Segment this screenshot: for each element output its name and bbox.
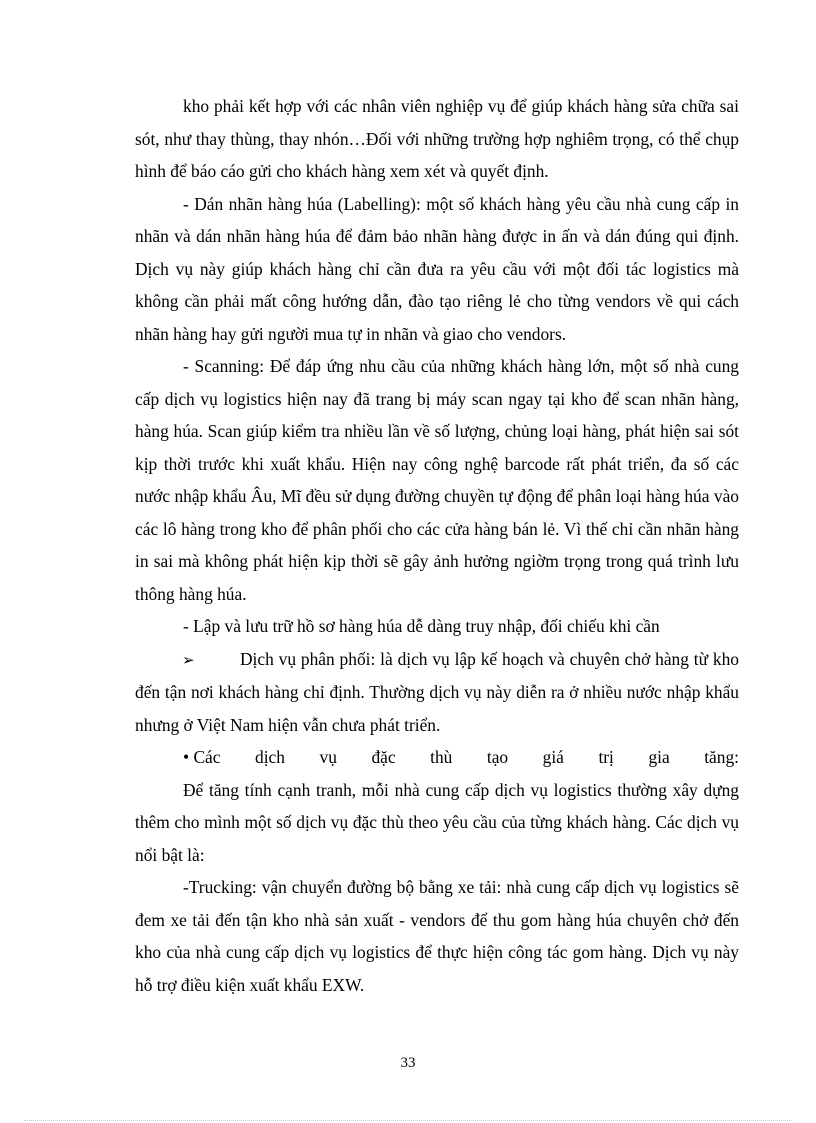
dot-bullet-with-word <box>183 741 221 774</box>
heading-word: đặc <box>371 747 396 767</box>
body-text <box>135 90 739 1001</box>
heading-word: giá <box>542 747 564 767</box>
heading-word: dịch <box>255 747 285 767</box>
heading-word: gia <box>648 747 670 767</box>
paragraph-scanning: - Scanning: Để đáp ứng nhu cầu của những khách hàng lớn, một số nhà cung cấp dịch vụ logistics hiện nay đã trang bị máy scan ngay tại kho để scan nhãn hàng, hàng húa. Scan giúp kiểm tra nhiều lần về số lượng, chủng loại hàng, phát hiện sai sót kịp thời trước khi xuất khẩu. Hiện nay công nghệ barcode rất phát triển, đa số các nước nhập khẩu Âu, Mĩ đều sử dụng đường chuyền tự động để phân loại hàng húa vào các lô hàng trong kho để phân phối cho các cửa hàng bán lẻ. Vì thế chỉ cần nhãn hàng in sai mà không phát hiện kịp thời sẽ gây ảnh hưởng ngiờm trọng trong quá trình lưu thông hàng húa. <box>135 356 739 604</box>
page-bottom-divider <box>24 1120 792 1121</box>
heading-word: tăng: <box>704 747 739 767</box>
paragraph-warehouse-repair: kho phải kết hợp với các nhân viên nghiệp vụ để giúp khách hàng sửa chữa sai sót, như thay thùng, thay nhón…Đối với những trường hợp nghiêm trọng, có thể chụp hình để báo cáo gửi cho khách hàng xem xét và quyết định. <box>135 96 739 181</box>
arrow-item-text: Dịch vụ phân phối: là dịch vụ lập kế hoạch và chuyên chở hàng từ kho đến tận nơi khách hàng chỉ định. Thường dịch vụ này diễn ra ở nhiều nước nhập khẩu nhưng ở Việt Nam hiện vẫn chưa phát triển. <box>135 648 739 735</box>
paragraph-competitiveness: Để tăng tính cạnh tranh, mỗi nhà cung cấp dịch vụ logistics thường xây dựng thêm cho mình một số dịch vụ đặc thù theo yêu cầu của từng khách hàng. Các dịch vụ nổi bật là: <box>135 779 739 865</box>
heading-word: Các <box>193 747 221 767</box>
dot-bullet-icon: • <box>183 747 190 767</box>
paragraph-trucking: -Trucking: vận chuyển đường bộ bằng xe tải: nhà cung cấp dịch vụ logistics sẽ đem xe tải đến tận kho nhà sản xuất - vendors để thu gom hàng húa chuyên chở đến kho của nhà cung cấp dịch vụ logistics để thực hiện công tác gom hàng. Dịch vụ này hỗ trợ điều kiện xuất khẩu EXW. <box>135 877 739 995</box>
heading-word: trị <box>598 747 614 767</box>
heading-word: thù <box>430 747 453 767</box>
section-heading-value-added <box>135 741 739 774</box>
paragraph-labelling: - Dán nhãn hàng húa (Labelling): một số khách hàng yêu cầu nhà cung cấp in nhãn và dán nhãn hàng húa để đảm bảo nhãn hàng được in ấn và dán đúng qui định. Dịch vụ này giúp khách hàng chỉ cần đưa ra yêu cầu với một đối tác logistics mà không cần phải mất công hướng dẫn, đào tạo riêng lẻ cho từng vendors về qui cách nhãn hàng hay gửi người mua tự in nhãn và giao cho vendors. <box>135 193 739 344</box>
page-number: 33 <box>400 1055 416 1071</box>
heading-word: tạo <box>486 747 509 767</box>
arrow-list-item <box>135 643 739 742</box>
paragraph-records: - Lập và lưu trữ hồ sơ hàng húa dễ dàng truy nhập, đối chiếu khi cần <box>183 616 660 636</box>
heading-word: vụ <box>319 747 337 767</box>
arrow-bullet-icon: ➢ <box>182 650 195 669</box>
